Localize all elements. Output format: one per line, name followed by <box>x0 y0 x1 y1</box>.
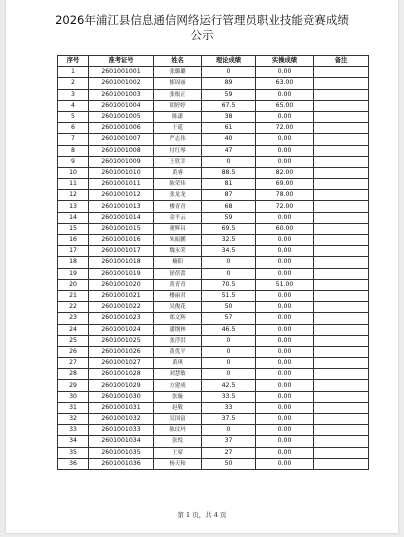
cell-practical-score: 72.00 <box>256 123 314 134</box>
cell-practical-score: 0.00 <box>256 156 314 167</box>
cell-remarks <box>314 425 369 436</box>
cell-name: 杨天和 <box>154 458 202 469</box>
cell-index: 5 <box>58 111 89 122</box>
cell-practical-score: 51.00 <box>256 279 314 290</box>
cell-name: 张浮洪 <box>154 335 202 346</box>
cell-name: 董辉昌 <box>154 223 202 234</box>
page-footer: 第 1 页，共 4 页 <box>177 511 227 519</box>
table-row <box>58 78 369 89</box>
cell-name: 楼丽君 <box>154 290 202 301</box>
cell-name: 郁周丽 <box>154 78 202 89</box>
cell-name: 胡婷婷 <box>154 100 202 111</box>
cell-remarks <box>314 111 369 122</box>
cell-remarks <box>314 246 369 257</box>
cell-theory-score: 37.5 <box>202 414 256 425</box>
cell-exam-number: 2601001022 <box>89 302 154 313</box>
cell-theory-score: 0 <box>202 425 256 436</box>
cell-practical-score: 0.00 <box>256 380 314 391</box>
cell-name: 陈潇 <box>154 111 202 122</box>
cell-index: 15 <box>58 223 89 234</box>
cell-theory-score: 70.5 <box>202 279 256 290</box>
cell-exam-number: 2601001018 <box>89 257 154 268</box>
cell-name: 方建成 <box>154 380 202 391</box>
cell-practical-score: 0.00 <box>256 369 314 380</box>
cell-index: 21 <box>58 290 89 301</box>
cell-remarks <box>314 436 369 447</box>
cell-theory-score: 37 <box>202 436 256 447</box>
cell-index: 16 <box>58 235 89 246</box>
header-theory-score: 理论成绩 <box>202 56 256 67</box>
cell-remarks <box>314 279 369 290</box>
cell-index: 1 <box>58 67 89 78</box>
cell-index: 23 <box>58 313 89 324</box>
table-row <box>58 67 369 78</box>
cell-exam-number: 2601001035 <box>89 447 154 458</box>
cell-index: 9 <box>58 156 89 167</box>
cell-theory-score: 50 <box>202 458 256 469</box>
header-remarks: 备注 <box>314 56 369 67</box>
cell-remarks <box>314 156 369 167</box>
title-line-1: 2026年浦江县信息通信网络运行管理员职业技能竞赛成绩 <box>55 13 349 27</box>
cell-exam-number: 2601001029 <box>89 380 154 391</box>
cell-name: 严志伟 <box>154 134 202 145</box>
cell-practical-score: 65.00 <box>256 100 314 111</box>
cell-index: 24 <box>58 324 89 335</box>
table-row <box>58 257 369 268</box>
cell-theory-score: 89 <box>202 78 256 89</box>
cell-index: 10 <box>58 167 89 178</box>
cell-practical-score: 0.00 <box>256 145 314 156</box>
cell-exam-number: 2601001036 <box>89 458 154 469</box>
cell-exam-number: 2601001007 <box>89 134 154 145</box>
cell-remarks <box>314 313 369 324</box>
cell-exam-number: 2601001033 <box>89 425 154 436</box>
cell-exam-number: 2601001019 <box>89 268 154 279</box>
cell-index: 22 <box>58 302 89 313</box>
cell-theory-score: 51.5 <box>202 290 256 301</box>
header-exam-number: 准考证号 <box>89 56 154 67</box>
document-page <box>6 0 398 533</box>
cell-practical-score: 0.00 <box>256 414 314 425</box>
cell-practical-score: 0.00 <box>256 212 314 223</box>
cell-practical-score: 78.00 <box>256 190 314 201</box>
header-index: 序号 <box>58 56 89 67</box>
cell-index: 28 <box>58 369 89 380</box>
cell-exam-number: 2601001024 <box>89 324 154 335</box>
cell-name: 楼青青 <box>154 201 202 212</box>
cell-name: 付红琴 <box>154 145 202 156</box>
cell-theory-score: 50 <box>202 302 256 313</box>
table-row <box>58 290 369 301</box>
cell-exam-number: 2601001001 <box>89 67 154 78</box>
cell-theory-score: 59 <box>202 89 256 100</box>
table-body <box>58 67 369 470</box>
cell-remarks <box>314 212 369 223</box>
cell-theory-score: 81 <box>202 179 256 190</box>
cell-remarks <box>314 268 369 279</box>
cell-remarks <box>314 179 369 190</box>
cell-index: 26 <box>58 346 89 357</box>
cell-theory-score: 67.5 <box>202 100 256 111</box>
table-header-row <box>58 56 369 67</box>
table-row <box>58 134 369 145</box>
cell-remarks <box>314 235 369 246</box>
cell-theory-score: 47 <box>202 145 256 156</box>
cell-name: 金平云 <box>154 212 202 223</box>
cell-name: 郑文辉 <box>154 313 202 324</box>
cell-practical-score: 0.00 <box>256 302 314 313</box>
cell-exam-number: 2601001008 <box>89 145 154 156</box>
header-practical-score: 实操成绩 <box>256 56 314 67</box>
cell-index: 19 <box>58 268 89 279</box>
cell-remarks <box>314 78 369 89</box>
cell-theory-score: 40 <box>202 134 256 145</box>
cell-remarks <box>314 369 369 380</box>
cell-name: 赵敬 <box>154 402 202 413</box>
cell-exam-number: 2601001012 <box>89 190 154 201</box>
cell-exam-number: 2601001016 <box>89 235 154 246</box>
cell-practical-score: 82.00 <box>256 167 314 178</box>
cell-theory-score: 68 <box>202 201 256 212</box>
cell-remarks <box>314 100 369 111</box>
cell-exam-number: 2601001030 <box>89 391 154 402</box>
cell-practical-score: 0.00 <box>256 436 314 447</box>
table-row <box>58 436 369 447</box>
cell-name: 黄琪 <box>154 358 202 369</box>
table-row <box>58 223 369 234</box>
cell-name: 黄优平 <box>154 346 202 357</box>
cell-index: 27 <box>58 358 89 369</box>
cell-index: 11 <box>58 179 89 190</box>
table-row <box>58 447 369 458</box>
cell-exam-number: 2601001003 <box>89 89 154 100</box>
cell-index: 25 <box>58 335 89 346</box>
cell-exam-number: 2601001010 <box>89 167 154 178</box>
cell-practical-score: 0.00 <box>256 335 314 346</box>
cell-theory-score: 61 <box>202 123 256 134</box>
cell-name: 张璇 <box>154 391 202 402</box>
cell-name: 吴国富 <box>154 414 202 425</box>
cell-exam-number: 2601001023 <box>89 313 154 324</box>
table-row <box>58 268 369 279</box>
cell-practical-score: 0.00 <box>256 89 314 100</box>
cell-theory-score: 38 <box>202 111 256 122</box>
cell-remarks <box>314 391 369 402</box>
cell-name: 楠阳 <box>154 257 202 268</box>
cell-theory-score: 0 <box>202 67 256 78</box>
cell-theory-score: 0 <box>202 257 256 268</box>
cell-theory-score: 69.5 <box>202 223 256 234</box>
cell-remarks <box>314 324 369 335</box>
table-row <box>58 313 369 324</box>
cell-name: 陈玟玛 <box>154 425 202 436</box>
cell-theory-score: 42.5 <box>202 380 256 391</box>
cell-name: 张璐璐 <box>154 67 202 78</box>
cell-name: 吴俊花 <box>154 302 202 313</box>
cell-theory-score: 0 <box>202 156 256 167</box>
cell-remarks <box>314 290 369 301</box>
table-row <box>58 324 369 335</box>
table-row <box>58 246 369 257</box>
cell-theory-score: 34.5 <box>202 246 256 257</box>
cell-theory-score: 0 <box>202 358 256 369</box>
table-row <box>58 458 369 469</box>
cell-remarks <box>314 458 369 469</box>
table-row <box>58 167 369 178</box>
cell-practical-score: 0.00 <box>256 67 314 78</box>
cell-index: 12 <box>58 190 89 201</box>
cell-practical-score: 63.00 <box>256 78 314 89</box>
cell-theory-score: 0 <box>202 335 256 346</box>
cell-theory-score: 59 <box>202 212 256 223</box>
cell-index: 36 <box>58 458 89 469</box>
cell-remarks <box>314 134 369 145</box>
cell-exam-number: 2601001009 <box>89 156 154 167</box>
table-row <box>58 402 369 413</box>
cell-remarks <box>314 223 369 234</box>
cell-practical-score: 0.00 <box>256 425 314 436</box>
cell-index: 17 <box>58 246 89 257</box>
cell-remarks <box>314 414 369 425</box>
cell-remarks <box>314 380 369 391</box>
cell-exam-number: 2601001004 <box>89 100 154 111</box>
cell-exam-number: 2601001005 <box>89 111 154 122</box>
table-row <box>58 380 369 391</box>
cell-remarks <box>314 67 369 78</box>
table-row <box>58 235 369 246</box>
cell-practical-score: 0.00 <box>256 246 314 257</box>
cell-theory-score: 0 <box>202 268 256 279</box>
cell-index: 3 <box>58 89 89 100</box>
table-row <box>58 369 369 380</box>
cell-index: 13 <box>58 201 89 212</box>
cell-name: 徐蓓蕾 <box>154 268 202 279</box>
cell-theory-score: 46.5 <box>202 324 256 335</box>
cell-exam-number: 2601001031 <box>89 402 154 413</box>
table-row <box>58 391 369 402</box>
table-row <box>58 335 369 346</box>
table-row <box>58 279 369 290</box>
cell-exam-number: 2601001026 <box>89 346 154 357</box>
table-row <box>58 179 369 190</box>
cell-practical-score: 0.00 <box>256 134 314 145</box>
cell-name: 王欣幸 <box>154 156 202 167</box>
cell-name: 张根正 <box>154 89 202 100</box>
cell-theory-score: 88.5 <box>202 167 256 178</box>
table-row <box>58 156 369 167</box>
cell-exam-number: 2601001017 <box>89 246 154 257</box>
cell-practical-score: 0.00 <box>256 111 314 122</box>
table-row <box>58 111 369 122</box>
cell-name: 陈荣伟 <box>154 179 202 190</box>
cell-exam-number: 2601001020 <box>89 279 154 290</box>
cell-remarks <box>314 358 369 369</box>
cell-remarks <box>314 346 369 357</box>
cell-exam-number: 2601001034 <box>89 436 154 447</box>
table-row <box>58 212 369 223</box>
cell-theory-score: 33.5 <box>202 391 256 402</box>
table-row <box>58 201 369 212</box>
table-row <box>58 414 369 425</box>
cell-remarks <box>314 167 369 178</box>
cell-practical-score: 0.00 <box>256 346 314 357</box>
table-row <box>58 302 369 313</box>
cell-index: 30 <box>58 391 89 402</box>
cell-remarks <box>314 190 369 201</box>
cell-name: 魏永荣 <box>154 246 202 257</box>
cell-name: 潘纲林 <box>154 324 202 335</box>
cell-exam-number: 2601001014 <box>89 212 154 223</box>
table-row <box>58 100 369 111</box>
cell-index: 8 <box>58 145 89 156</box>
cell-index: 7 <box>58 134 89 145</box>
cell-practical-score: 0.00 <box>256 235 314 246</box>
cell-remarks <box>314 402 369 413</box>
table-row <box>58 346 369 357</box>
cell-exam-number: 2601001032 <box>89 414 154 425</box>
cell-practical-score: 0.00 <box>256 402 314 413</box>
table-row <box>58 145 369 156</box>
cell-practical-score: 72.00 <box>256 201 314 212</box>
table-row <box>58 425 369 436</box>
cell-index: 32 <box>58 414 89 425</box>
cell-remarks <box>314 89 369 100</box>
cell-practical-score: 0.00 <box>256 268 314 279</box>
cell-theory-score: 32.5 <box>202 235 256 246</box>
cell-index: 31 <box>58 402 89 413</box>
cell-theory-score: 0 <box>202 369 256 380</box>
cell-index: 35 <box>58 447 89 458</box>
cell-index: 18 <box>58 257 89 268</box>
cell-practical-score: 0.00 <box>256 257 314 268</box>
cell-remarks <box>314 335 369 346</box>
cell-theory-score: 27 <box>202 447 256 458</box>
cell-name: 张悦 <box>154 436 202 447</box>
cell-index: 14 <box>58 212 89 223</box>
cell-name: 朱振鹏 <box>154 235 202 246</box>
cell-practical-score: 0.00 <box>256 458 314 469</box>
cell-exam-number: 2601001028 <box>89 369 154 380</box>
cell-exam-number: 2601001013 <box>89 201 154 212</box>
cell-theory-score: 33 <box>202 402 256 413</box>
cell-practical-score: 0.00 <box>256 358 314 369</box>
cell-remarks <box>314 145 369 156</box>
table-row <box>58 89 369 100</box>
cell-remarks <box>314 201 369 212</box>
cell-exam-number: 2601001002 <box>89 78 154 89</box>
cell-index: 6 <box>58 123 89 134</box>
cell-index: 20 <box>58 279 89 290</box>
score-table <box>57 55 369 470</box>
cell-remarks <box>314 447 369 458</box>
cell-index: 4 <box>58 100 89 111</box>
table-row <box>58 123 369 134</box>
document-title <box>6 13 398 43</box>
title-line-2: 公示 <box>190 28 214 42</box>
cell-name: 张龙龙 <box>154 190 202 201</box>
table-row <box>58 358 369 369</box>
cell-exam-number: 2601001011 <box>89 179 154 190</box>
cell-index: 34 <box>58 436 89 447</box>
cell-name: 黄青青 <box>154 279 202 290</box>
cell-exam-number: 2601001025 <box>89 335 154 346</box>
cell-practical-score: 0.00 <box>256 290 314 301</box>
cell-practical-score: 0.00 <box>256 391 314 402</box>
cell-theory-score: 0 <box>202 346 256 357</box>
cell-name: 刘慧敏 <box>154 369 202 380</box>
cell-practical-score: 0.00 <box>256 447 314 458</box>
cell-exam-number: 2601001006 <box>89 123 154 134</box>
cell-practical-score: 0.00 <box>256 313 314 324</box>
cell-name: 于遥 <box>154 123 202 134</box>
cell-remarks <box>314 302 369 313</box>
cell-index: 29 <box>58 380 89 391</box>
cell-practical-score: 0.00 <box>256 324 314 335</box>
cell-practical-score: 69.00 <box>256 179 314 190</box>
header-name: 姓名 <box>154 56 202 67</box>
cell-index: 33 <box>58 425 89 436</box>
cell-exam-number: 2601001021 <box>89 290 154 301</box>
cell-index: 2 <box>58 78 89 89</box>
cell-remarks <box>314 123 369 134</box>
table-row <box>58 190 369 201</box>
cell-name: 王席 <box>154 447 202 458</box>
cell-practical-score: 60.00 <box>256 223 314 234</box>
cell-name: 黄睿 <box>154 167 202 178</box>
cell-exam-number: 2601001015 <box>89 223 154 234</box>
cell-theory-score: 57 <box>202 313 256 324</box>
cell-remarks <box>314 257 369 268</box>
cell-theory-score: 87 <box>202 190 256 201</box>
cell-exam-number: 2601001027 <box>89 358 154 369</box>
